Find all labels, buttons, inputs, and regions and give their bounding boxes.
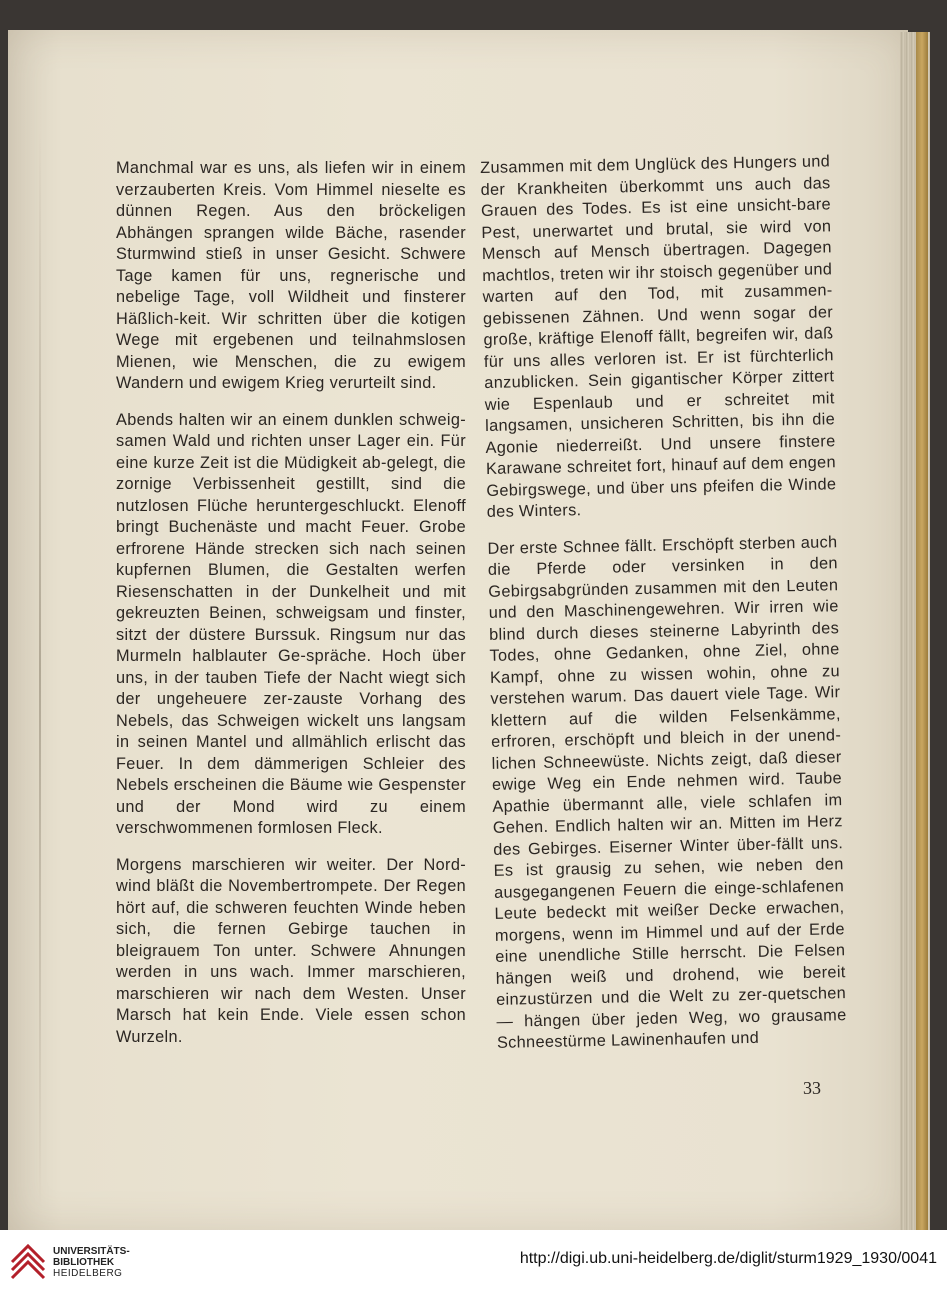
paragraph: Manchmal war es uns, als liefen wir in einem verzauberten Kreis. Vom Himmel nieselte es dünnen Regen. Aus den bröckeligen Abhängen sprangen wilde Bäche, rasender Sturmwind stieß in unser Gesicht. Schwere Tage kamen für uns, regnerische und nebelige Tage, voll Wildheit und finsterer Häßlich-keit. Wir schritten über die kotigen Wege mit ergebenen und teilnahmslosen Mienen, wie Menschen, die zu ewigem Wandern und ewigem Krieg verurteilt sind. — [116, 159, 466, 392]
gilded-edge — [916, 32, 928, 1230]
library-name[interactable] — [53, 1246, 130, 1279]
left-text-column — [116, 158, 466, 1063]
paragraph: Morgens marschieren wir weiter. Der Nord-wind bläßt die Novembertrompete. Der Regen hört auf, die schweren feuchten Winde heben sich, die fernen Gebirge tauchen in bleigrauem Ton unter. Schwere Ahnungen werden in uns wach. Immer marschieren, marschieren wir nach dem Westen. Unser Marsch hat kein Ende. Viele essen schon Wurzeln. — [116, 855, 466, 1046]
viewer-footer — [0, 1230, 947, 1297]
library-name-line: UNIVERSITÄTS- — [53, 1246, 130, 1257]
page-fold — [39, 130, 41, 1210]
page-number: 33 — [803, 1078, 821, 1098]
paragraph: Der erste Schnee fällt. Erschöpft sterben auch die Pferde oder versinken in den Gebirgsabgründen zusammen mit den Leuten und den Maschinengewehren. Wir irren wie blind durch dieses steinerne Labyrinth des Todes, ohne Gedanken, ohne Ziel, ohne Kampf, ohne zu wissen wohin, ohne zu verstehen warum. Das dauert viele Tage. Wir klettern auf die wilden Felsenkämme, erfroren, erschöpft und bleich in der unend-lichen Schneewüste. Nichts zeigt, daß dieser ewige Weg ein Ende nehmen wird. Taube Apathie übermannt alle, viele schlafen im Gehen. Endlich halten wir an. Mitten im Herz des Gebirges. Eiserner Winter über-fällt uns. Es ist grausig zu sehen, wie neben den ausgegangenen Feuern die einge-schlafenen Leute bedeckt mit weißer Decke erwachen, morgens, wenn im Himmel und auf der Erde eine unendliche Stille herrscht. Die Felsen hängen weiß und drohend, wie bereit einzustürzen und die Welt zu zer-quetschen — hängen über jeden Weg, wo grausame Schneestürme Lawinenhaufen und — [487, 532, 847, 1052]
right-text-column — [480, 151, 847, 1069]
permalink-url[interactable]: http://digi.ub.uni-heidelberg.de/diglit/sturm1929_1930/0041 — [519, 1250, 937, 1267]
book-page — [8, 30, 908, 1230]
page-edges — [900, 32, 930, 1230]
paragraph: Zusammen mit dem Unglück des Hungers und der Krankheiten überkommt uns auch das Grauen des Todes. Es ist eine unsicht-bare Pest, unerwartet und brutal, sie wird von Mensch auf Mensch übertragen. Dagegen machtlos, treten wir ihr stoisch gegenüber und warten auf den Tod, mit zusammen-gebissenen Zähnen. Und wenn sogar der große, kräftige Elenoff fällt, begreifen wir, daß für uns alles verloren ist. Er ist fürchterlich anzublicken. Sein gigantischer Körper zittert wie Espenlaub und er schreitet mit langsamen, unsicheren Schritten, bis ihn die Agonie niederreißt. Und unsere finstere Karawane schreitet fort, hinauf auf dem engen Gebirgswege, und über uns pfeifen die Winde des Winters. — [480, 152, 837, 521]
heidelberg-library-logo-icon[interactable] — [8, 1242, 48, 1282]
library-name-line: BIBLIOTHEK — [53, 1257, 115, 1268]
paragraph: Abends halten wir an einem dunklen schweig-samen Wald und richten unser Lager ein. Für eine kurze Zeit ist die Müdigkeit ab-gelegt, die zornige Verbissenheit gestillt, sind die nutzlosen Flüche heruntergeschluckt. Elenoff bringt Buchenäste und macht Feuer. Grobe erfrorene Hände strecken sich nach seinen kupfernen Blumen, die Gestalten werfen Riesenschatten in der Dunkelheit und mit gekreuzten Beinen, schweigsam und finster, sitzt der düstere Burssuk. Ringsum nur das Murmeln halblauter Ge-spräche. Hoch über uns, in der tauben Tiefe der Nacht wiegt sich der ungeheuere zer-zauste Vorhang des Nebels, das Schweigen wickelt uns langsam in seinen Mantel und allmählich erlischt das Feuer. In dem dämmerigen Schleier des Nebels erscheinen die Bäume wie Gespenster und der Mond wird zu einem verschwommenen formlosen Fleck. — [116, 410, 466, 837]
library-name-line: HEIDELBERG — [53, 1268, 123, 1279]
